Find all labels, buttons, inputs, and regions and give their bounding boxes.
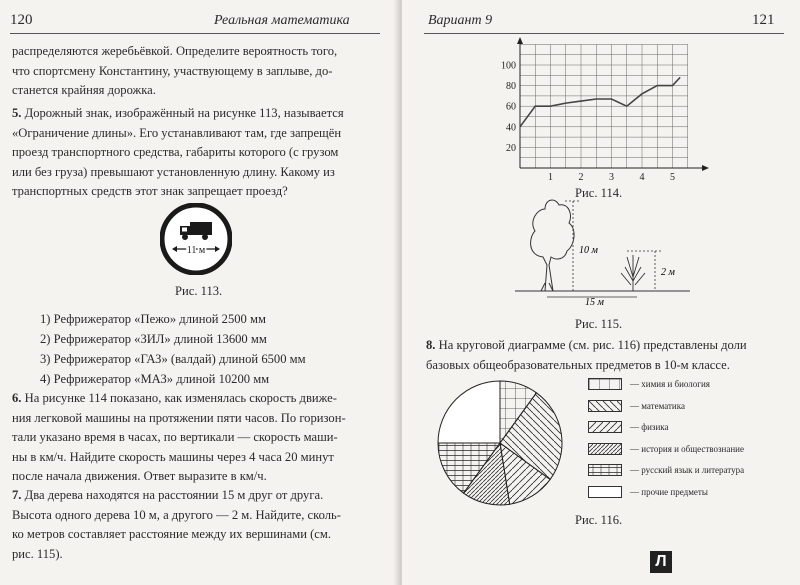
problem-6-line: тали указано время в часах, по вертикали — скорость маши- <box>12 430 338 444</box>
problem-5-line: «Ограничение длины». Его устанавливают там, где запрещён <box>12 125 342 140</box>
fig-116-caption: Рис. 116. <box>575 513 623 527</box>
length-limit-sign <box>160 203 232 275</box>
problem-8-line: На круговой диаграмме (см. рис. 116) представлены доли <box>438 338 747 352</box>
legend-label: — русский язык и литература <box>630 465 745 475</box>
tall-height-label: 10 м <box>579 245 598 256</box>
problem-7-number: 7. <box>12 488 22 502</box>
problem-7-text <box>12 486 341 564</box>
option-3: 3) Рефрижератор «ГАЗ» (валдай) длиной 6500 мм <box>40 352 306 366</box>
legend-label: — прочие предметы <box>630 486 708 497</box>
problem-7-line: Два дерева находятся на расстоянии 15 м друг от друга. <box>24 488 324 502</box>
problem-5-line: Дорожный знак, изображённый на рисунке 113, называется <box>24 106 344 120</box>
chart-y-ticks <box>501 61 516 154</box>
y-tick-label: 100 <box>501 60 516 72</box>
problem-5-text <box>12 104 344 202</box>
option-4: 4) Рефрижератор «МАЗ» длиной 10200 мм <box>40 372 270 386</box>
x-tick-label: 4 <box>639 172 645 183</box>
intro-line: что спортсмену Константину, участвующему в заплыве, до- <box>12 63 333 78</box>
fig-113-caption: Рис. 113. <box>175 284 223 298</box>
legend-swatch <box>588 378 622 390</box>
problem-8-line: базовых общеобразовательных предметов в 10-м классе. <box>426 357 730 372</box>
option-2: 2) Рефрижератор «ЗИЛ» длиной 13600 мм <box>40 332 267 346</box>
problem-6-line: На рисунке 114 показано, как изменялась скорость движе- <box>24 391 337 405</box>
right-header-rule <box>424 33 784 34</box>
x-tick-label: 3 <box>609 172 614 183</box>
x-axis-arrow <box>702 165 709 171</box>
right-page-number: 121 <box>752 12 775 28</box>
x-tick-label: 2 <box>578 172 584 183</box>
pie-slices <box>438 381 562 505</box>
problem-5-line: или без груза) превышают установленную длину. Какому из <box>12 164 335 179</box>
intro-line: распределяются жеребьёвкой. Определите вероятность того, <box>12 44 338 58</box>
legend-swatch <box>588 443 622 455</box>
option-1: 1) Рефрижератор «Пежо» длиной 2500 мм <box>40 312 266 326</box>
x-tick-label: 5 <box>670 172 675 183</box>
tall-tree-icon <box>531 200 575 291</box>
speed-series-line <box>520 77 680 126</box>
problem-5-number: 5. <box>12 106 22 120</box>
problem-7-line: ко метров составляет расстояние между их вершинами (см. <box>12 527 332 541</box>
left-page <box>0 0 398 585</box>
legend-swatch <box>588 464 622 476</box>
two-trees-diagram <box>515 195 695 307</box>
problem-7-line: рис. 115). <box>12 546 63 561</box>
y-tick-label: 60 <box>506 101 516 113</box>
distance-label: 15 м <box>585 297 604 307</box>
short-tree-icon <box>621 255 645 291</box>
legend-label: — математика <box>630 400 685 411</box>
pie-slice <box>438 381 500 443</box>
legend-swatch <box>588 400 622 412</box>
left-page-number: 120 <box>10 12 33 28</box>
problem-5-line: проезд транспортного средства, габариты которого (с грузом <box>12 145 339 159</box>
left-header-rule <box>10 33 380 34</box>
problem-6-line: ны в км/ч. Найдите скорость машины через 4 часа 20 минут <box>12 449 334 464</box>
problem-6-line: ния легковой машины на протяжении пяти часов. По горизон- <box>12 410 346 425</box>
y-axis-arrow <box>517 37 523 44</box>
y-tick-label: 20 <box>506 142 516 154</box>
left-running-title: Реальная математика <box>214 13 350 28</box>
publisher-logo: Л <box>650 551 672 573</box>
fig-114-caption: Рис. 114. <box>575 186 623 200</box>
y-tick-label: 40 <box>506 122 516 134</box>
right-running-title: Вариант 9 <box>428 13 493 28</box>
legend-label: — химия и биология <box>630 379 710 389</box>
chart-axes <box>517 37 709 171</box>
legend-swatch <box>588 421 622 433</box>
intro-text <box>12 42 337 101</box>
speed-line-chart <box>480 36 710 186</box>
intro-line: станется крайняя дорожка. <box>12 83 156 97</box>
subjects-pie-chart <box>435 378 565 508</box>
fig-115-caption: Рис. 115. <box>575 317 623 331</box>
y-tick-label: 80 <box>506 81 516 93</box>
short-height-label: 2 м <box>661 267 675 278</box>
problem-6-line: после начала движения. Ответ выразите в км/ч. <box>12 469 267 483</box>
problem-6-text <box>12 389 346 487</box>
problem-6-number: 6. <box>12 391 22 405</box>
sign-ring <box>162 205 230 273</box>
problem-8-number: 8. <box>426 338 436 352</box>
legend-label: — история и обществознание <box>630 443 744 454</box>
legend-swatch <box>588 486 622 498</box>
problem-7-line: Высота одного дерева 10 м, а другого — 2 м. Найдите, сколь- <box>12 507 341 522</box>
legend-label: — физика <box>630 422 669 432</box>
x-tick-label: 1 <box>548 172 553 183</box>
problem-5-line: транспортных средств этот знак запрещает проезд? <box>12 184 288 198</box>
problem-8-text <box>426 336 747 375</box>
sign-length-text: 11 м <box>186 245 206 256</box>
chart-x-ticks <box>548 172 675 183</box>
